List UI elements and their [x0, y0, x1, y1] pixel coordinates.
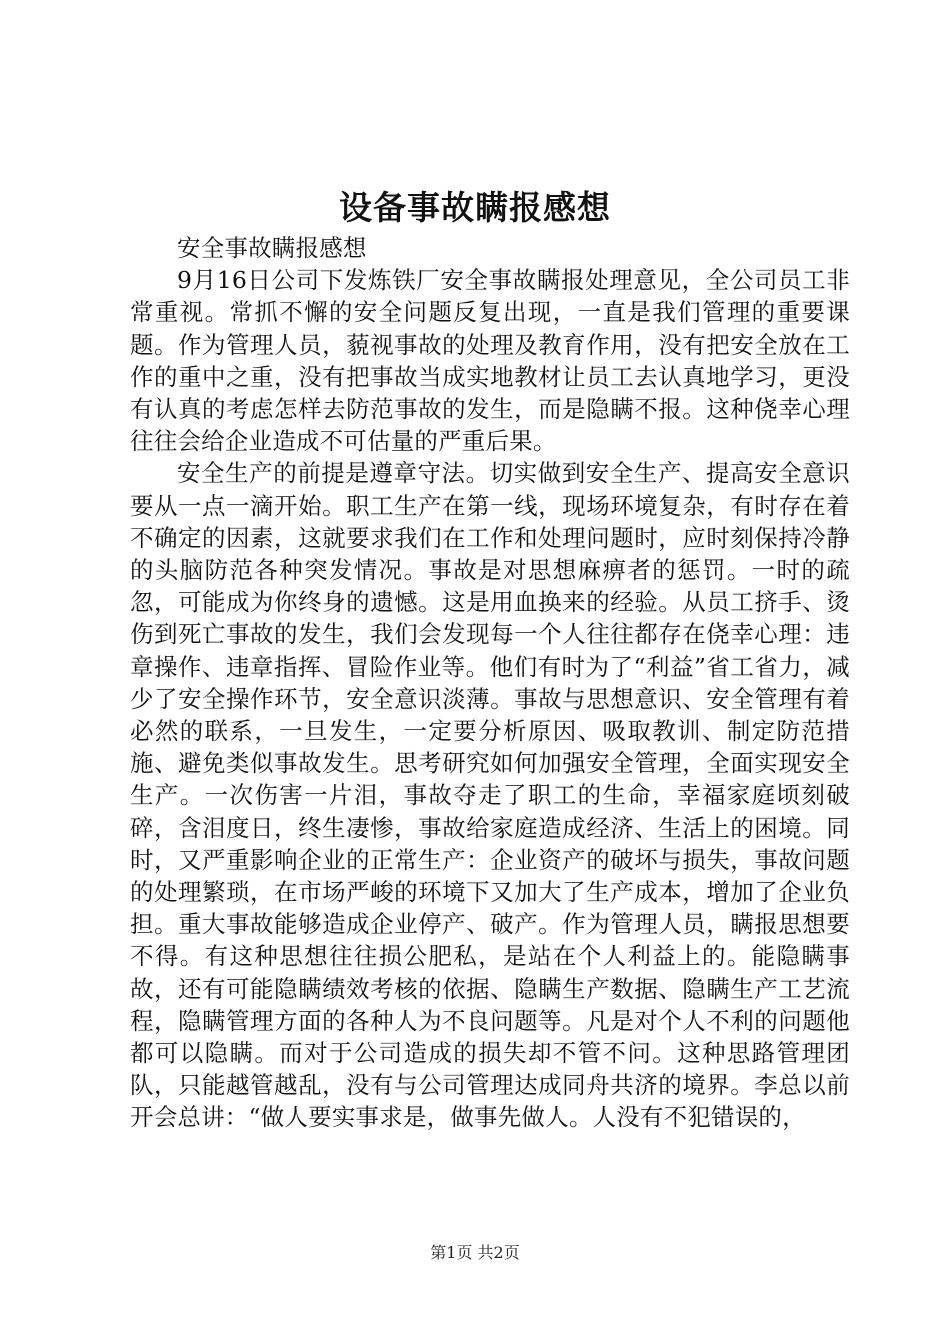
paragraph-2: 安全生产的前提是遵章守法。切实做到安全生产、提高安全意识要从一点一滴开始。职工生产在第一线，现场环境复杂，有时存在着不确定的因素，这就要求我们在工作和处理问题时，应时刻保持冷静的头脑防范各种突发情况。事故是对思想麻痹者的惩罚。一时的疏忽，可能成为你终身的遗憾。这是用血换来的经验。从员工挤手、烫伤到死亡事故的发生，我们会发现每一个人往往都存在侥幸心理：违章操作、违章指挥、冒险作业等。他们有时为了“利益”省工省力，减少了安全操作环节，安全意识淡薄。事故与思想意识、安全管理有着必然的联系，一旦发生，一定要分析原因、吸取教训、制定防范措施、避免类似事故发生。思考研究如何加强安全管理，全面实现安全生产。一次伤害一片泪，事故夺走了职工的生命，幸福家庭顷刻破碎，含泪度日，终生凄惨，事故给家庭造成经济、生活上的困境。同时，又严重影响企业的正常生产：企业资产的破坏与损失，事故问题的处理繁琐，在市场严峻的环境下又加大了生产成本，增加了企业负担。重大事故能够造成企业停产、破产。作为管理人员，瞒报思想要不得。有这种思想往往损公肥私，是站在个人利益上的。能隐瞒事故，还有可能隐瞒绩效考核的依据、隐瞒生产数据、隐瞒生产工艺流程，隐瞒管理方面的各种人为不良问题等。凡是对个人不利的问题他都可以隐瞒。而对于公司造成的损失却不管不问。这种思路管理团队，只能越管越乱，没有与公司管理达成同舟共济的境界。李总以前开会总讲：“做人要实事求是，做事先做人。人没有不犯错误的，: [130, 459, 850, 1132]
page-number: 第1页 共2页: [430, 1243, 520, 1262]
document-body: [130, 232, 850, 1134]
paragraph-1: 9月16日公司下发炼铁厂安全事故瞒报处理意见，全公司员工非常重视。常抓不懈的安全问题反复出现，一直是我们管理的重要课题。作为管理人员，藐视事故的处理及教育作用，没有把安全放在工作的重中之重，没有把事故当成实地教材让员工去认真地学习，更没有认真的考虑怎样去防范事故的发生，而是隐瞒不报。这种侥幸心理往往会给企业造成不可估量的严重后果。: [130, 266, 850, 456]
document-subtitle: 安全事故瞒报感想: [177, 234, 367, 262]
page-title: 设备事故瞒报感想: [339, 188, 611, 227]
